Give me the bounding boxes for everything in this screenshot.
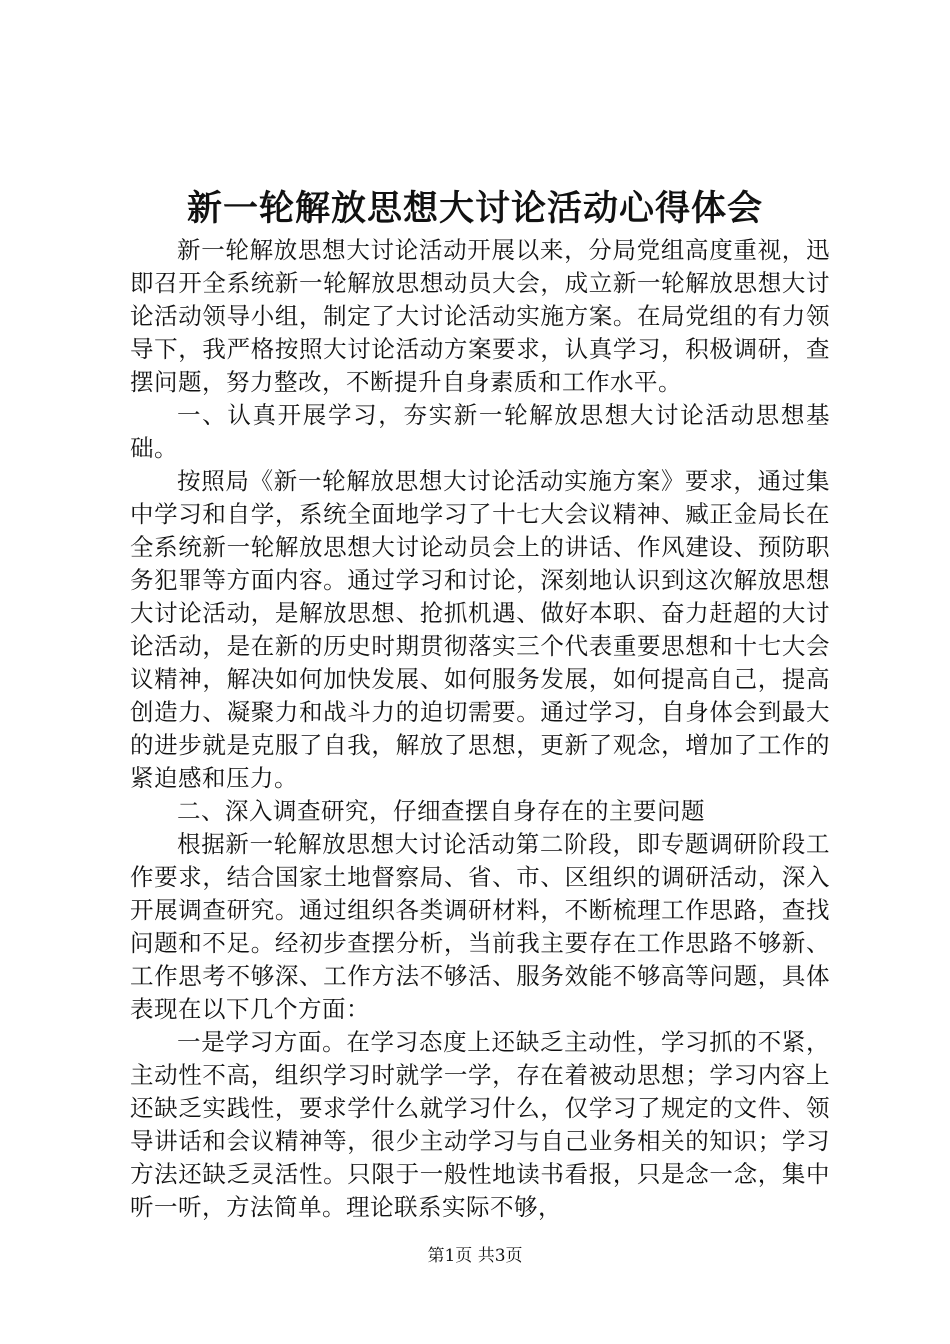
heading-section-1: 一、认真开展学习，夯实新一轮解放思想大讨论活动思想基础。 — [130, 401, 830, 462]
heading-section-2: 二、深入调查研究，仔细查摆自身存在的主要问题 — [177, 797, 705, 825]
paragraph-research: 根据新一轮解放思想大讨论活动第二阶段，即专题调研阶段工作要求，结合国家土地督察局、省、市、区组织的调研活动，深入开展调查研究。通过组织各类调研材料，不断梳理工作思路，查找问题和不足。经初步查摆分析，当前我主要存在工作思路不够新、工作思考不够深、工作方法不够活、服务效能不够高等问题，具体表现在以下几个方面： — [130, 830, 830, 1023]
paragraph-study: 按照局《新一轮解放思想大讨论活动实施方案》要求，通过集中学习和自学，系统全面地学习了十七大会议精神、臧正金局长在全系统新一轮解放思想大讨论动员会上的讲话、作风建设、预防职务犯罪等方面内容。通过学习和讨论，深刻地认识到这次解放思想大讨论活动，是解放思想、抢抓机遇、做好本职、奋力赶超的大讨论活动，是在新的历史时期贯彻落实三个代表重要思想和十七大会议精神，解决如何加快发展、如何服务发展，如何提高自己，提高创造力、凝聚力和战斗力的迫切需要。通过学习，自身体会到最大的进步就是克服了自我，解放了思想，更新了观念，增加了工作的紧迫感和压力。 — [130, 467, 830, 792]
document-title: 新一轮解放思想大讨论活动心得体会 — [186, 188, 763, 229]
page-number-footer: 第1页 共3页 — [427, 1246, 523, 1266]
document-body — [130, 234, 830, 1224]
paragraph-learning-issues: 一是学习方面。在学习态度上还缺乏主动性，学习抓的不紧，主动性不高，组织学习时就学一学，存在着被动思想；学习内容上还缺乏实践性，要求学什么就学习什么，仅学习了规定的文件、领导讲话和会议精神等，很少主动学习与自己业务相关的知识；学习方法还缺乏灵活性。只限于一般性地读书看报，只是念一念，集中听一听，方法简单。理论联系实际不够， — [130, 1028, 830, 1221]
paragraph-intro: 新一轮解放思想大讨论活动开展以来，分局党组高度重视，迅即召开全系统新一轮解放思想动员大会，成立新一轮解放思想大讨论活动领导小组，制定了大讨论活动实施方案。在局党组的有力领导下，我严格按照大讨论活动方案要求，认真学习，积极调研，查摆问题，努力整改，不断提升自身素质和工作水平。 — [130, 236, 830, 396]
